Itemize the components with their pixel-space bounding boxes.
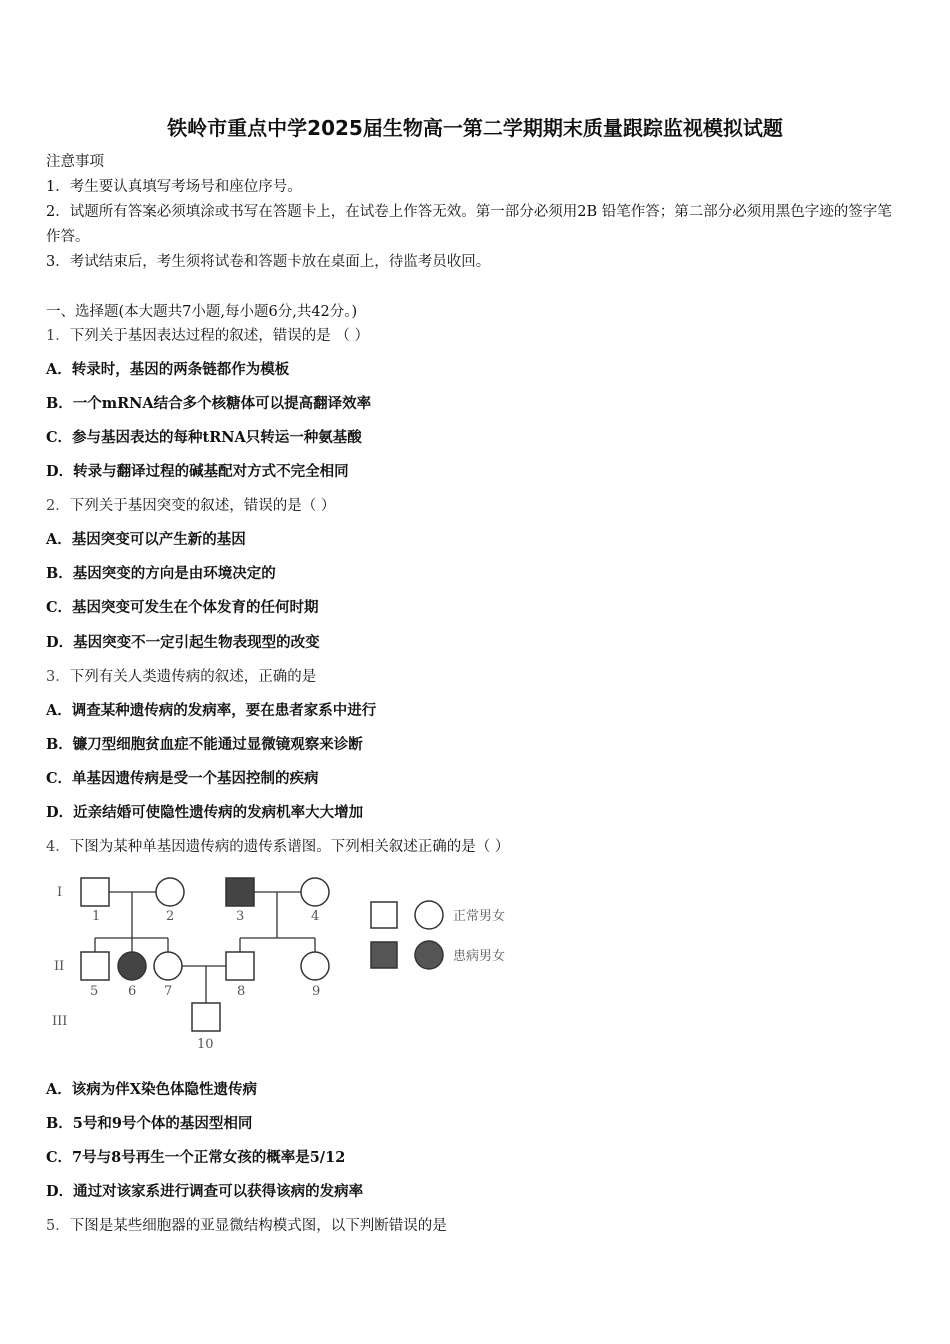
question-1-option-c: C．参与基因表达的每种tRNA只转运一种氨基酸 xyxy=(46,429,362,446)
individual-4 xyxy=(301,878,329,906)
individual-8 xyxy=(226,952,254,980)
question-3-option-d: D．近亲结婚可使隐性遗传病的发病机率大大增加 xyxy=(46,804,364,821)
question-text: 下列关于基因突变的叙述，错误的是（ ） xyxy=(69,498,336,514)
individual-label-2: 2 xyxy=(166,909,175,924)
legend-affected-female-icon xyxy=(415,941,443,969)
pedigree-chart xyxy=(0,860,950,1060)
question-number: 1． xyxy=(46,328,70,344)
question-1-option-b: B．一个mRNA结合多个核糖体可以提高翻译效率 xyxy=(46,395,372,412)
question-4-option-d: D．通过对该家系进行调查可以获得该病的发病率 xyxy=(46,1183,364,1200)
page-title: 铁岭市重点中学2025届生物高一第二学期期末质量跟踪监视模拟试题 xyxy=(167,116,783,140)
generation-label-1: I xyxy=(57,885,63,900)
individual-label-7: 7 xyxy=(164,984,173,999)
question-2-option-d: D．基因突变不一定引起生物表现型的改变 xyxy=(46,634,320,651)
section-heading: 一、选择题(本大题共7小题,每小题6分,共42分。) xyxy=(46,304,358,320)
question-2-option-a: A．基因突变可以产生新的基因 xyxy=(46,531,246,548)
question-3-stem xyxy=(46,667,316,687)
question-4-stem xyxy=(46,837,509,857)
question-5-stem xyxy=(46,1216,447,1236)
individual-label-9: 9 xyxy=(312,984,321,999)
question-3-option-c: C．单基因遗传病是受一个基因控制的疾病 xyxy=(46,770,319,787)
question-text: 下图是某些细胞器的亚显微结构模式图，以下判断错误的是 xyxy=(69,1218,447,1234)
legend-normal-label: 正常男女 xyxy=(453,909,506,924)
individual-5 xyxy=(81,952,109,980)
question-text: 下图为某种单基因遗传病的遗传系谱图。下列相关叙述正确的是（ ） xyxy=(69,839,510,855)
notice-item-1: 1．考生要认真填写考场号和座位序号。 xyxy=(46,179,302,195)
individual-label-5: 5 xyxy=(90,984,99,999)
legend-normal-female-icon xyxy=(415,901,443,929)
question-number: 2． xyxy=(46,498,70,514)
question-number: 5． xyxy=(46,1218,70,1234)
question-3-option-a: A．调查某种遗传病的发病率，要在患者家系中进行 xyxy=(46,702,377,719)
question-text: 下列关于基因表达过程的叙述，错误的是 （ ） xyxy=(69,328,369,344)
generation-label-2: II xyxy=(54,959,65,974)
individual-3 xyxy=(226,878,254,906)
individual-9 xyxy=(301,952,329,980)
question-4-option-a: A．该病为伴X染色体隐性遗传病 xyxy=(46,1081,257,1098)
legend-normal-male-icon xyxy=(371,902,397,928)
question-4-option-c: C．7号与8号再生一个正常女孩的概率是5/12 xyxy=(46,1149,346,1166)
individual-label-3: 3 xyxy=(236,909,245,924)
question-2-option-c: C．基因突变可发生在个体发育的任何时期 xyxy=(46,599,319,616)
generation-label-3: III xyxy=(52,1014,68,1029)
individual-10 xyxy=(192,1003,220,1031)
individual-label-8: 8 xyxy=(237,984,246,999)
individual-label-10: 10 xyxy=(197,1037,214,1052)
question-4-option-b: B．5号和9号个体的基因型相同 xyxy=(46,1115,253,1132)
question-text: 下列有关人类遗传病的叙述，正确的是 xyxy=(69,669,317,685)
notice-item-2: 2．试题所有答案必须填涂或书写在答题卡上，在试卷上作答无效。第一部分必须用2B 铅笔作答；第二部分必须用黑色字迹的签字笔作答。 xyxy=(46,204,892,245)
individual-label-6: 6 xyxy=(128,984,137,999)
legend-affected-label: 患病男女 xyxy=(453,949,506,964)
individual-label-4: 4 xyxy=(311,909,320,924)
question-3-option-b: B．镰刀型细胞贫血症不能通过显微镜观察来诊断 xyxy=(46,736,363,753)
legend-affected-male-icon xyxy=(371,942,397,968)
notice-item-3: 3．考试结束后，考生须将试卷和答题卡放在桌面上，待监考员收回。 xyxy=(46,254,491,270)
question-2-option-b: B．基因突变的方向是由环境决定的 xyxy=(46,565,276,582)
individual-7 xyxy=(154,952,182,980)
question-1-stem xyxy=(46,326,369,346)
question-number: 3． xyxy=(46,669,70,685)
question-1-option-a: A．转录时，基因的两条链都作为模板 xyxy=(46,361,290,378)
question-number: 4． xyxy=(46,839,70,855)
notice-heading: 注意事项 xyxy=(46,154,104,170)
question-2-stem xyxy=(46,496,335,516)
individual-1 xyxy=(81,878,109,906)
individual-2 xyxy=(156,878,184,906)
individual-6 xyxy=(118,952,146,980)
individual-label-1: 1 xyxy=(92,909,101,924)
question-1-option-d: D．转录与翻译过程的碱基配对方式不完全相同 xyxy=(46,463,349,480)
